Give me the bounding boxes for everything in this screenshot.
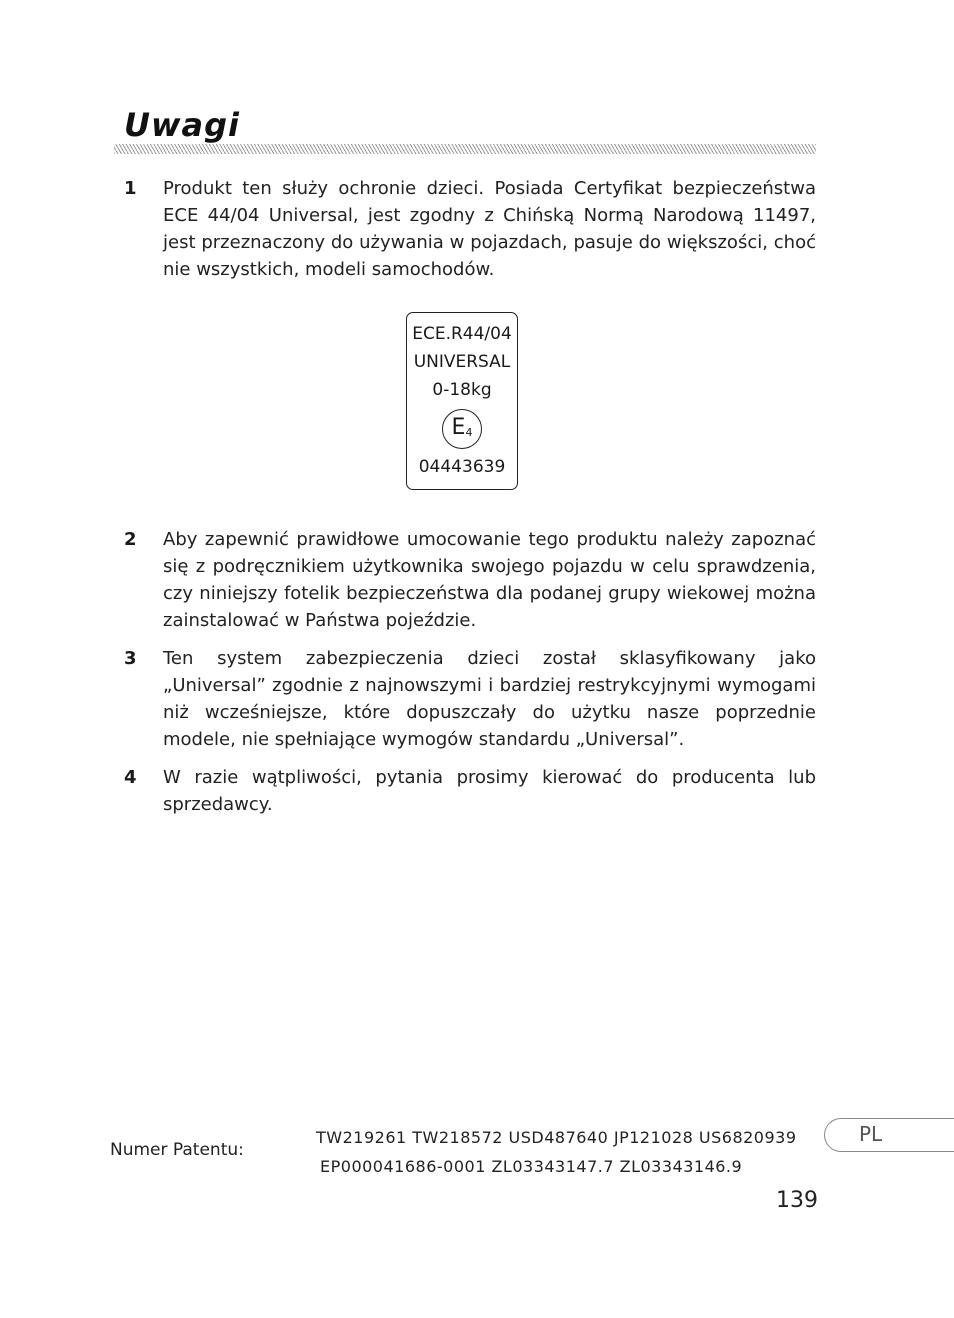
item-text: Ten system zabezpieczenia dzieci został sklasyfikowany jako „Universal” zgodnie z najnowszymi i bardziej restrykcyjnymi wymogami niż wcześniejsze, które dopuszczały do użytku nasze poprzednie modele, nie spełniające wymogów standardu „Universal”. — [163, 648, 816, 750]
ece-approval-label — [406, 312, 518, 490]
item-text: Produkt ten służy ochronie dzieci. Posiada Certyfikat bezpieczeństwa ECE 44/04 Universal, jest zgodny z Chińską Normą Narodową 11497, jest przeznaczony do używania w pojazdach, pasuje do większości, choć nie wszystkich, modeli samochodów. — [163, 178, 816, 280]
patent-numbers-line-1: TW219261 TW218572 USD487640 JP121028 US6820939 — [316, 1128, 797, 1147]
item-text: Aby zapewnić prawidłowe umocowanie tego produktu należy zapoznać się z podręcznikiem użytkownika swojego pojazdu w celu sprawdzenia, czy niniejszy fotelik bezpieczeństwa dla podanej grupy wiekowej można zainstalować w Państwa pojeździe. — [163, 529, 816, 631]
label-category: UNIVERSAL — [413, 352, 511, 372]
label-mass-range: 0-18kg — [432, 380, 492, 400]
patent-label: Numer Patentu: — [110, 1140, 244, 1160]
e-mark-letter: E — [451, 415, 466, 440]
item-text: W razie wątpliwości, pytania prosimy kierować do producenta lub sprzedawcy. — [163, 767, 816, 815]
language-tab: PL — [824, 1118, 954, 1152]
e-mark-icon — [442, 409, 482, 449]
page-heading: Uwagi — [124, 106, 241, 144]
item-number: 1 — [124, 178, 137, 199]
patent-numbers-line-2: EP000041686-0001 ZL03343147.7 ZL03343146.9 — [320, 1157, 743, 1176]
item-number: 3 — [124, 648, 137, 669]
heading-hatch-divider — [114, 144, 816, 154]
e-mark-country: 4 — [465, 426, 473, 439]
label-approval-number: 04443639 — [418, 457, 506, 477]
label-regulation: ECE.R44/04 — [412, 324, 512, 344]
page-number: 139 — [776, 1188, 818, 1213]
item-number: 4 — [124, 767, 137, 788]
item-number: 2 — [124, 529, 137, 550]
